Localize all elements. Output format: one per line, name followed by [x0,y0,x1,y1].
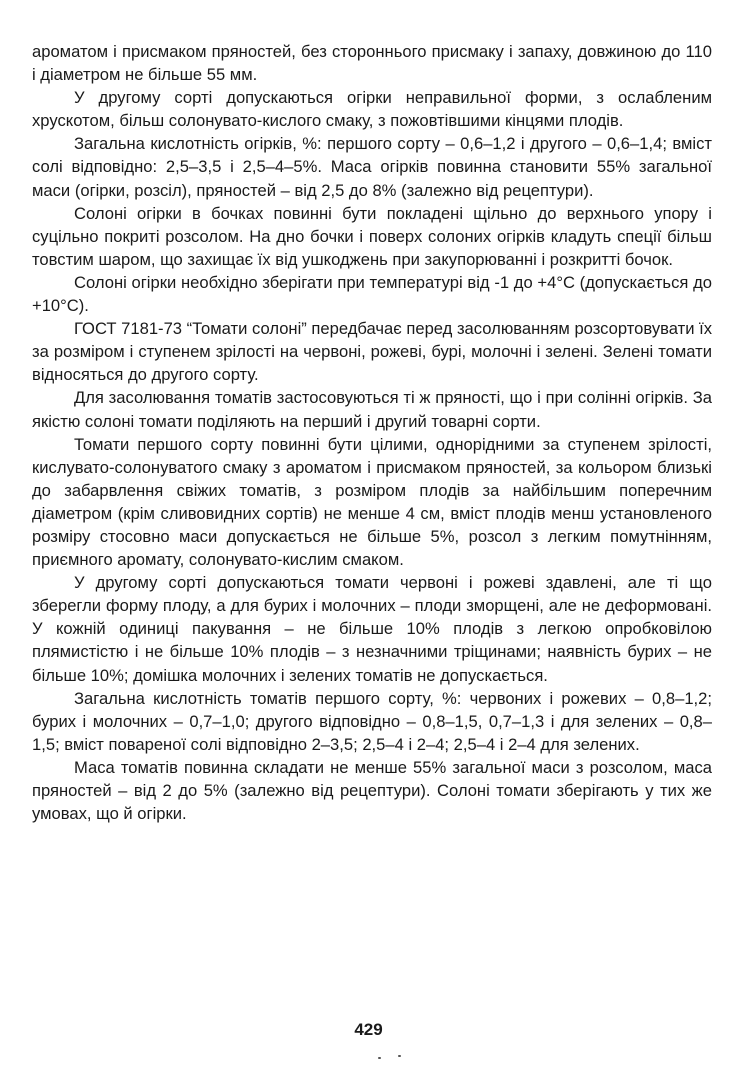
paragraph-8: Томати першого сорту повинні бути цілими, однорідними за ступенем зрілості, кислувато-солонуватого смаку з ароматом і присмаком пряностей, за кольором близькі до забарвлення свіжих томатів, з розміром плодів за найбільшим поперечним діаметром (крім сливовидних сортів) не менше 4 см, вміст плодів менш установленого розміру стосовно маси допускається не більше 5%, розсол з легким помутнінням, приємного аромату, солонувато-кислим смаком. [32,434,712,570]
scan-speck [378,1057,381,1059]
paragraph-11: Маса томатів повинна складати не менше 55% загальної маси з розсолом, маса пряностей – від 2 до 5% (залежно від рецептури). Солоні томати зберігають у тих же умовах, що й огірки. [32,757,712,824]
paragraph-5: Солоні огірки необхідно зберігати при температурі від -1 до +4°С (допускається до +10°С). [32,272,712,316]
page-text-body [32,40,712,825]
paragraph-9: У другому сорті допускаються томати червоні і рожеві здавлені, але ті що зберегли форму плоду, а для бурих і молочних – плоди зморщені, але не деформовані. У кожній одиниці пакування – не більше 10% плодів з легкою опробковілою плямистістю і не більше 10% плодів – з незначними тріщинами; наявність бурих – не більше 10%; домішка молочних і зелених томатів не допускається. [32,573,712,685]
page-number: 429 [354,1020,383,1039]
paragraph-6: ГОСТ 7181-73 “Томати солоні” передбачає перед засолюванням розсортовувати їх за розміром і ступенем зрілості на червоні, рожеві, бурі, молочні і зелені. Зелені томати відносяться до другого сорту. [32,319,712,385]
scan-speck [398,1055,401,1057]
paragraph-10: Загальна кислотність томатів першого сорту, %: червоних і рожевих – 0,8–1,2; бурих і молочних – 0,7–1,0; другого відповідно – 0,8–1,5, 0,7–1,3 і для зелених – 0,8–1,5; вміст повареної солі відповідно 2–3,5; 2,5–4 і 2–4; 2,5–4 і 2–4 для зелених. [32,688,712,754]
paragraph-4: Солоні огірки в бочках повинні бути покладені щільно до верхнього упору і суцільно покриті розсолом. На дно бочки і поверх солоних огірків кладуть спеції більш товстим шаром, що захищає їх від ушкоджень при закупорюванні і розкритті бочок. [32,203,712,269]
paragraph-7: Для засолювання томатів застосовуються ті ж пряності, що і при солінні огірків. За якістю солоні томати поділяють на перший і другий товарні сорти. [32,388,712,431]
paragraph-2: У другому сорті допускаються огірки неправильної форми, з ослабленим хрускотом, більш солонувато-кислого смаку, з пожовтівшими кінцями плодів. [32,88,712,131]
paragraph-3: Загальна кислотність огірків, %: першого сорту – 0,6–1,2 і другого – 0,6–1,4; вміст солі відповідно: 2,5–3,5 і 2,5–4–5%. Маса огірків повинна становити 55% загальної маси (огірки, розсіл), пряностей – від 2,5 до 8% (залежно від рецептури). [32,134,712,200]
paragraph-1: ароматом і присмаком пряностей, без стороннього присмаку і запаху, довжиною до 110 і діаметром не більше 55 мм. [32,42,712,85]
